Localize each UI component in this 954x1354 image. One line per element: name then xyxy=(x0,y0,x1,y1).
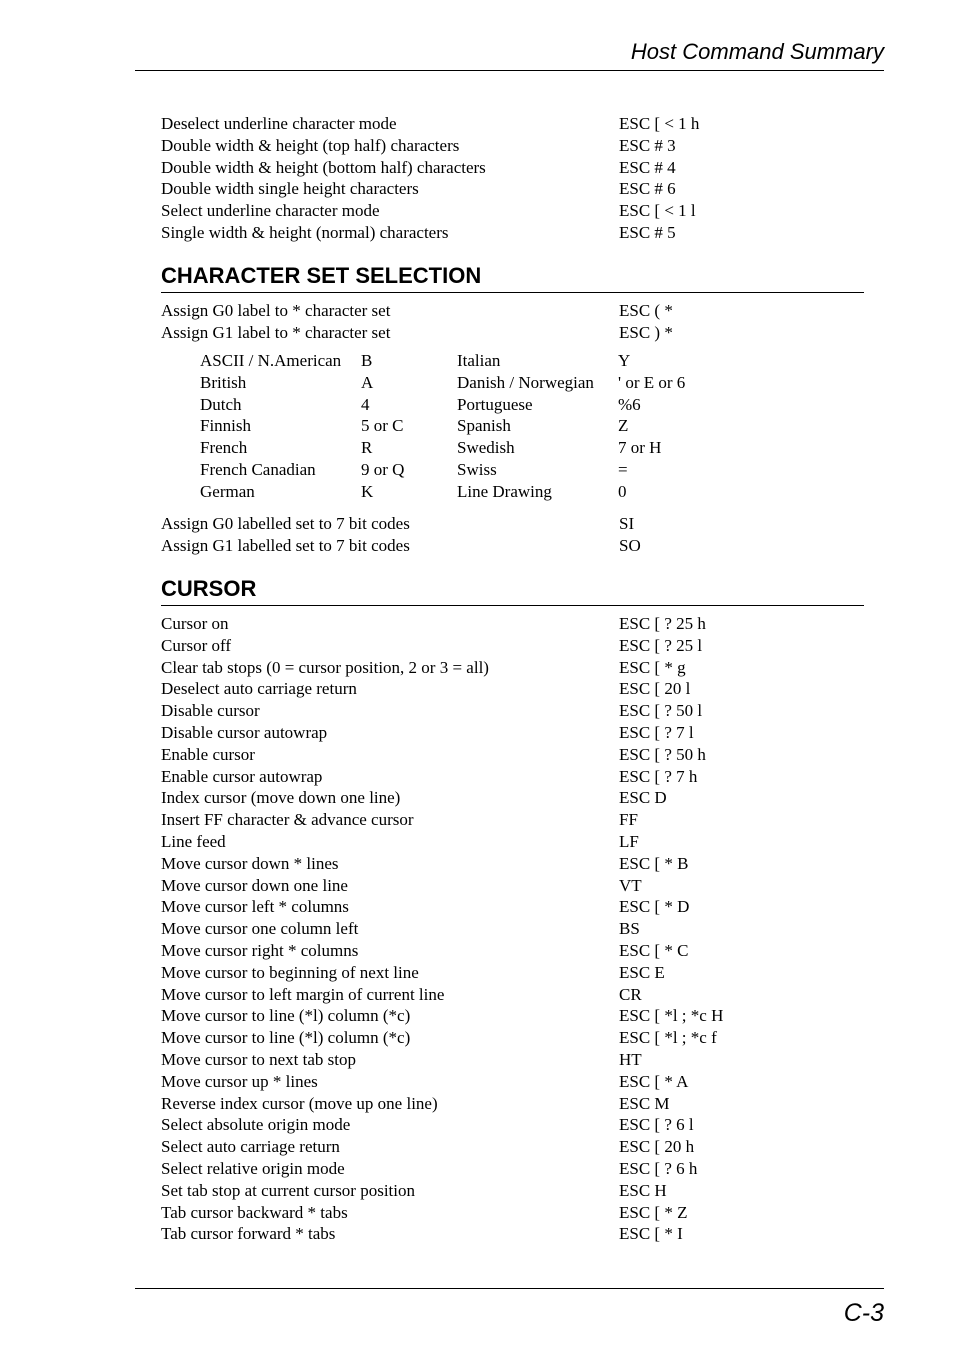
command-description: Move cursor to next tab stop xyxy=(161,1050,356,1069)
charset-table-row xyxy=(0,459,954,481)
command-row xyxy=(161,962,864,984)
charset-language: German xyxy=(200,481,255,501)
command-description: Assign G1 label to * character set xyxy=(161,322,391,342)
command-description: Tab cursor backward * tabs xyxy=(161,1202,348,1222)
command-code: FF xyxy=(619,810,638,830)
command-description: Disable cursor autowrap xyxy=(161,723,328,742)
header-rule xyxy=(135,70,884,71)
command-description: Move cursor right * columns xyxy=(161,941,359,960)
command-code: ESC [ *l ; *c H xyxy=(619,1006,724,1026)
charset-language: French xyxy=(200,438,248,458)
command-code: ESC # 5 xyxy=(619,223,676,242)
command-row xyxy=(161,984,864,1006)
command-code: ESC [ * Z xyxy=(619,1202,688,1222)
command-code: ESC [ ? 6 l xyxy=(619,1115,694,1135)
command-row xyxy=(161,1027,864,1049)
charset-code: = xyxy=(618,460,628,479)
charset-table-row xyxy=(0,481,954,503)
command-description: Move cursor left * columns xyxy=(161,897,349,917)
command-description: Move cursor to beginning of next line xyxy=(161,962,419,982)
command-code: SI xyxy=(619,514,635,533)
command-row xyxy=(161,896,864,918)
command-code: ESC ( * xyxy=(619,301,673,320)
command-description: Tab cursor forward * tabs xyxy=(161,1224,336,1244)
command-row xyxy=(161,918,864,940)
command-code: ESC # 3 xyxy=(619,135,676,155)
command-row xyxy=(161,222,864,244)
charset-code: %6 xyxy=(618,394,641,414)
command-code: ESC # 4 xyxy=(619,157,676,177)
charset-language: Swedish xyxy=(457,438,515,458)
command-description: Move cursor one column left xyxy=(161,919,359,939)
command-row xyxy=(161,1223,864,1245)
running-head: Host Command Summary xyxy=(630,39,884,64)
command-code: ESC [ * I xyxy=(619,1224,683,1244)
command-row xyxy=(161,322,864,344)
command-row xyxy=(161,657,864,679)
command-description: Double width & height (bottom half) characters xyxy=(161,157,486,177)
command-row xyxy=(161,535,864,557)
command-description: Deselect auto carriage return xyxy=(161,679,357,699)
charset-code: 7 or H xyxy=(618,438,662,458)
command-description: Line feed xyxy=(161,832,226,851)
command-description: Move cursor to line (*l) column (*c) xyxy=(161,1006,411,1026)
command-row xyxy=(161,1180,864,1202)
command-row xyxy=(161,200,864,222)
command-description: Move cursor up * lines xyxy=(161,1071,318,1091)
command-code: ESC [ * g xyxy=(619,657,686,677)
command-row xyxy=(161,513,864,535)
command-code: ESC # 6 xyxy=(619,179,676,199)
command-description: Cursor on xyxy=(161,614,229,633)
command-description: Select absolute origin mode xyxy=(161,1115,351,1135)
charset-language: ASCII / N.American xyxy=(200,351,342,370)
command-code: LF xyxy=(619,832,639,851)
charset-language: Swiss xyxy=(457,460,497,479)
footer-rule xyxy=(135,1288,884,1289)
command-row xyxy=(161,744,864,766)
command-description: Assign G1 labelled set to 7 bit codes xyxy=(161,535,410,555)
command-description: Move cursor down one line xyxy=(161,875,348,895)
command-description: Deselect underline character mode xyxy=(161,114,397,133)
command-code: ESC [ ? 25 h xyxy=(619,614,706,633)
command-row xyxy=(161,635,864,657)
charset-language: Finnish xyxy=(200,416,252,436)
charset-code: ' or E or 6 xyxy=(618,372,686,392)
command-row xyxy=(161,809,864,831)
command-code: ESC H xyxy=(619,1180,667,1200)
command-row xyxy=(161,722,864,744)
charset-code: K xyxy=(361,481,374,501)
command-description: Disable cursor xyxy=(161,701,260,721)
command-row xyxy=(161,613,864,635)
charset-code: 9 or Q xyxy=(361,460,405,479)
section-rule xyxy=(161,292,864,293)
charset-language: Portuguese xyxy=(457,394,533,414)
charset-code: B xyxy=(361,351,373,370)
charset-code: 5 or C xyxy=(361,416,404,436)
charset-language: Dutch xyxy=(200,394,242,414)
command-code: ESC [ ? 50 l xyxy=(619,701,703,721)
charset-language: Line Drawing xyxy=(457,481,552,501)
charset-language: Danish / Norwegian xyxy=(457,372,594,392)
command-code: CR xyxy=(619,984,642,1004)
command-code: ESC [ 20 h xyxy=(619,1137,695,1157)
command-code: ESC E xyxy=(619,962,665,982)
command-description: Reverse index cursor (move up one line) xyxy=(161,1093,438,1113)
command-description: Double width & height (top half) characters xyxy=(161,135,460,155)
command-code: ESC [ < 1 l xyxy=(619,201,696,221)
command-row xyxy=(161,157,864,179)
command-code: ESC [ ? 25 l xyxy=(619,635,703,655)
charset-language: Spanish xyxy=(457,416,511,436)
charset-code: 4 xyxy=(361,394,370,414)
charset-code: R xyxy=(361,438,373,458)
command-row xyxy=(161,700,864,722)
command-description: Cursor off xyxy=(161,635,232,655)
charset-code: A xyxy=(361,372,374,392)
command-code: ESC [ ? 7 h xyxy=(619,766,698,786)
command-description: Assign G0 labelled set to 7 bit codes xyxy=(161,514,410,533)
command-row xyxy=(161,787,864,809)
command-row xyxy=(161,113,864,135)
command-row xyxy=(161,1005,864,1027)
command-code: HT xyxy=(619,1050,642,1069)
page-number: C-3 xyxy=(843,1299,884,1327)
command-row xyxy=(161,875,864,897)
charset-language: French Canadian xyxy=(200,460,316,479)
command-description: Index cursor (move down one line) xyxy=(161,788,401,808)
command-description: Assign G0 label to * character set xyxy=(161,301,391,320)
command-row xyxy=(161,1093,864,1115)
command-description: Single width & height (normal) characters xyxy=(161,223,449,242)
command-description: Double width single height characters xyxy=(161,179,419,199)
command-code: ESC [ ? 50 h xyxy=(619,744,706,764)
section-heading-cursor: CURSOR xyxy=(161,576,257,601)
command-code: SO xyxy=(619,535,641,555)
charset-table-row xyxy=(0,372,954,394)
command-row xyxy=(161,178,864,200)
command-code: ESC [ * C xyxy=(619,941,689,960)
command-row xyxy=(161,940,864,962)
command-row xyxy=(161,853,864,875)
command-description: Select underline character mode xyxy=(161,201,380,221)
command-code: ESC ) * xyxy=(619,322,673,342)
command-description: Clear tab stops (0 = cursor position, 2 or 3 = all) xyxy=(161,657,489,677)
section-rule xyxy=(161,605,864,606)
charset-table-row xyxy=(0,415,954,437)
charset-table-row xyxy=(0,394,954,416)
command-description: Insert FF character & advance cursor xyxy=(161,810,414,830)
command-description: Move cursor to left margin of current line xyxy=(161,984,445,1004)
command-row xyxy=(161,1136,864,1158)
charset-code: Z xyxy=(618,416,629,436)
charset-code: Y xyxy=(618,351,631,370)
command-code: ESC [ < 1 h xyxy=(619,114,700,133)
command-code: ESC [ 20 l xyxy=(619,679,691,699)
command-description: Set tab stop at current cursor position xyxy=(161,1180,416,1200)
command-row xyxy=(161,1158,864,1180)
command-description: Enable cursor autowrap xyxy=(161,766,323,786)
command-code: ESC [ * B xyxy=(619,853,689,873)
charset-table-row xyxy=(0,350,954,372)
command-row xyxy=(161,1071,864,1093)
command-row xyxy=(161,831,864,853)
command-description: Enable cursor xyxy=(161,744,255,764)
command-row xyxy=(161,678,864,700)
command-row xyxy=(161,1202,864,1224)
charset-table-row xyxy=(0,437,954,459)
command-row xyxy=(161,1049,864,1071)
command-row xyxy=(161,766,864,788)
command-description: Select auto carriage return xyxy=(161,1137,340,1157)
command-code: VT xyxy=(619,875,642,895)
command-description: Move cursor down * lines xyxy=(161,853,339,873)
charset-language: British xyxy=(200,372,247,392)
command-code: ESC [ ? 7 l xyxy=(619,723,694,742)
charset-language: Italian xyxy=(457,351,501,370)
command-code: ESC [ * D xyxy=(619,897,690,917)
command-code: ESC [ ? 6 h xyxy=(619,1159,698,1178)
command-code: ESC D xyxy=(619,788,667,808)
section-heading-character-set: CHARACTER SET SELECTION xyxy=(161,263,482,288)
command-row xyxy=(161,1114,864,1136)
command-code: ESC [ *l ; *c f xyxy=(619,1028,717,1048)
command-row xyxy=(161,135,864,157)
charset-code: 0 xyxy=(618,481,627,501)
command-description: Select relative origin mode xyxy=(161,1159,345,1178)
command-code: ESC M xyxy=(619,1093,670,1113)
command-code: ESC [ * A xyxy=(619,1071,689,1091)
command-row xyxy=(161,300,864,322)
command-code: BS xyxy=(619,919,640,939)
command-description: Move cursor to line (*l) column (*c) xyxy=(161,1028,411,1048)
